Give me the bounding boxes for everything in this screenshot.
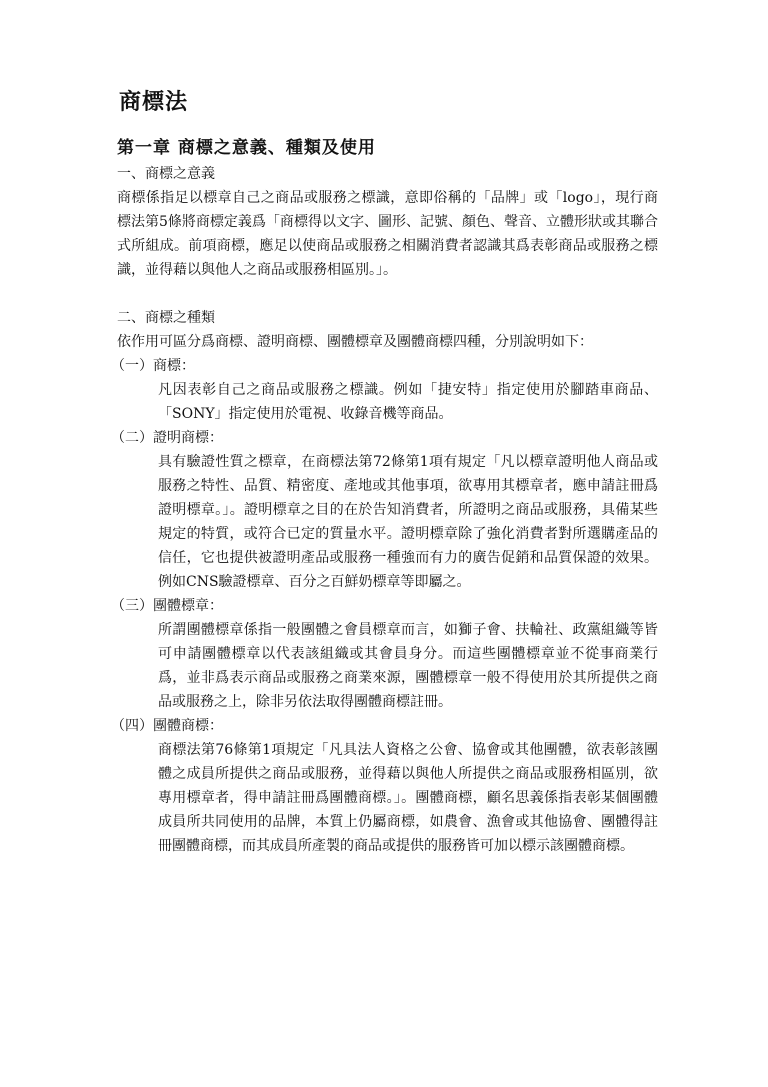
item-label: （四）團體商標： bbox=[111, 718, 223, 734]
list-item bbox=[111, 354, 658, 426]
section-types bbox=[111, 306, 658, 858]
list-item bbox=[111, 714, 658, 858]
list-item bbox=[111, 594, 658, 714]
list-item bbox=[111, 426, 658, 594]
item-body: 所謂團體標章係指一般團體之會員標章而言，如獅子會、扶輪社、政黨組織等皆可申請團體標章以代表該組織或其會員身分。而這些團體標章並不從事商業行爲，並非爲表示商品或服務之商業來源，團體標章一般不得使用於其所提供之商品或服務之上，除非另依法取得團體商標註冊。 bbox=[158, 622, 658, 710]
item-label: （一）商標： bbox=[111, 358, 195, 374]
section-intro: 依作用可區分爲商標、證明商標、團體標章及團體商標四種，分別說明如下： bbox=[117, 334, 593, 350]
section-body: 商標係指足以標章自己之商品或服務之標識，意即俗稱的「品牌」或「logo」，現行商標法第5條將商標定義爲「商標得以文字、圖形、記號、顏色、聲音、立體形狀或其聯合式所組成。前項商標，應足以使商品或服務之相關消費者認識其爲表彰商品或服務之標識，並得藉以與他人之商品或服務相區別。」。 bbox=[117, 190, 658, 278]
item-body: 商標法第76條第1項規定「凡具法人資格之公會、協會或其他團體，欲表彰該團體之成員所提供之商品或服務，並得藉以與他人所提供之商品或服務相區別，欲專用標章者，得申請註冊爲團體商標。」。團體商標，顧名思義係指表彰某個團體成員所共同使用的品牌，本質上仍屬商標，如農會、漁會或其他協會、團體得註冊團體商標，而其成員所產製的商品或提供的服務皆可加以標示該團體商標。 bbox=[158, 742, 658, 854]
section-meaning bbox=[117, 162, 658, 282]
spacer bbox=[117, 282, 658, 306]
section-heading: 一、商標之意義 bbox=[117, 166, 215, 182]
page-title: 商標法 bbox=[119, 90, 189, 115]
item-label: （二）證明商標： bbox=[111, 430, 223, 446]
item-body: 具有驗證性質之標章，在商標法第72條第1項有規定「凡以標章證明他人商品或服務之特性、品質、精密度、產地或其他事項，欲專用其標章者，應申請註冊爲證明標章。」。證明標章之目的在於告知消費者，所證明之商品或服務，具備某些規定的特質，或符合已定的質量水平。證明標章除了強化消費者對所選購產品的信任，它也提供被證明產品或服務一種強而有力的廣告促銷和品質保證的效果。例如CNS驗證標章、百分之百鮮奶標章等即屬之。 bbox=[158, 454, 658, 590]
chapter-heading: 第一章 商標之意義、種類及使用 bbox=[117, 138, 376, 158]
item-label: （三）團體標章： bbox=[111, 598, 223, 614]
section-heading: 二、商標之種類 bbox=[117, 310, 215, 326]
item-body: 凡因表彰自己之商品或服務之標識。例如「捷安特」指定使用於腳踏車商品、「SONY」指定使用於電視、收錄音機等商品。 bbox=[158, 382, 658, 422]
